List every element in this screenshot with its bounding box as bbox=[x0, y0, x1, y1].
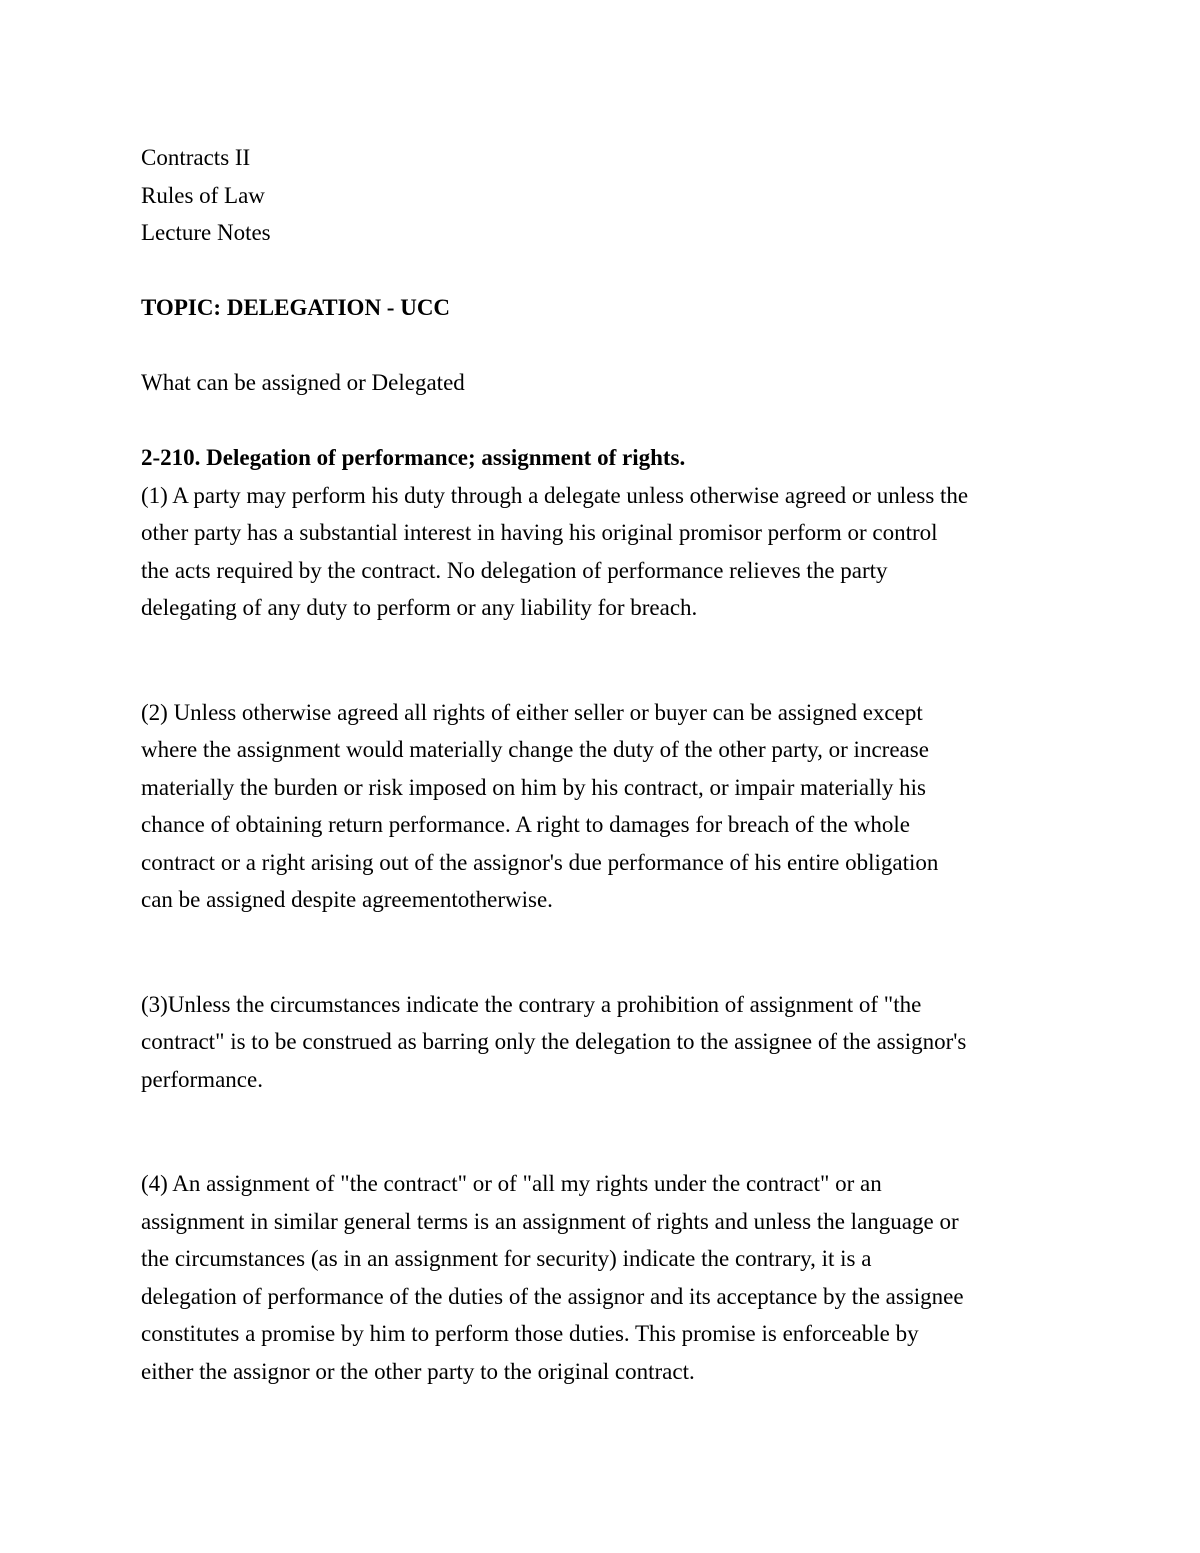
document-header bbox=[141, 139, 1071, 252]
paragraph-line: constitutes a promise by him to perform those duties. This promise is enforceable by bbox=[141, 1321, 919, 1346]
paragraph-line: the acts required by the contract. No delegation of performance relieves the party bbox=[141, 557, 888, 583]
paragraph-line: where the assignment would materially change the duty of the other party, or increase bbox=[141, 737, 929, 762]
document-subtitle: Rules of Law bbox=[141, 182, 265, 208]
document-body bbox=[141, 139, 1071, 1390]
paragraph-line: other party has a substantial interest in having his original promisor perform or control bbox=[141, 520, 938, 545]
paragraph-line: (3)Unless the circumstances indicate the contrary a prohibition of assignment of "the bbox=[141, 991, 922, 1017]
subheading: What can be assigned or Delegated bbox=[141, 370, 465, 395]
paragraph-line: contract" is to be construed as barring only the delegation to the assignee of the assignor's bbox=[141, 1029, 967, 1054]
paragraph-1 bbox=[141, 477, 1071, 627]
paragraph-3 bbox=[141, 986, 1071, 1099]
course-title: Contracts II bbox=[141, 145, 251, 170]
paragraph-line: can be assigned despite agreementotherwise. bbox=[141, 887, 553, 912]
topic-heading: TOPIC: DELEGATION - UCC bbox=[141, 295, 451, 320]
paragraph-line: delegation of performance of the duties of the assignor and its acceptance by the assignee bbox=[141, 1283, 964, 1309]
paragraph-4 bbox=[141, 1165, 1071, 1390]
paragraph-line: chance of obtaining return performance. A right to damages for breach of the whole bbox=[141, 812, 910, 837]
paragraph-line: materially the burden or risk imposed on him by his contract, or impair materially his bbox=[141, 774, 927, 800]
paragraph-line: contract or a right arising out of the assignor's due performance of his entire obligation bbox=[141, 849, 939, 875]
document-type: Lecture Notes bbox=[141, 220, 271, 245]
paragraph-line: (4) An assignment of "the contract" or of "all my rights under the contract" or an bbox=[141, 1171, 882, 1196]
paragraph-line: (2) Unless otherwise agreed all rights of either seller or buyer can be assigned except bbox=[141, 699, 923, 725]
paragraph-line: either the assignor or the other party to the original contract. bbox=[141, 1358, 695, 1384]
section-title: 2-210. Delegation of performance; assignment of rights. bbox=[141, 445, 686, 470]
paragraph-line: the circumstances (as in an assignment for security) indicate the contrary, it is a bbox=[141, 1246, 872, 1271]
paragraph-line: assignment in similar general terms is an assignment of rights and unless the language or bbox=[141, 1208, 959, 1234]
paragraph-line: delegating of any duty to perform or any liability for breach. bbox=[141, 595, 698, 620]
paragraph-line: (1) A party may perform his duty through a delegate unless otherwise agreed or unless the bbox=[141, 482, 969, 508]
paragraph-line: performance. bbox=[141, 1066, 263, 1092]
paragraph-2 bbox=[141, 694, 1071, 919]
